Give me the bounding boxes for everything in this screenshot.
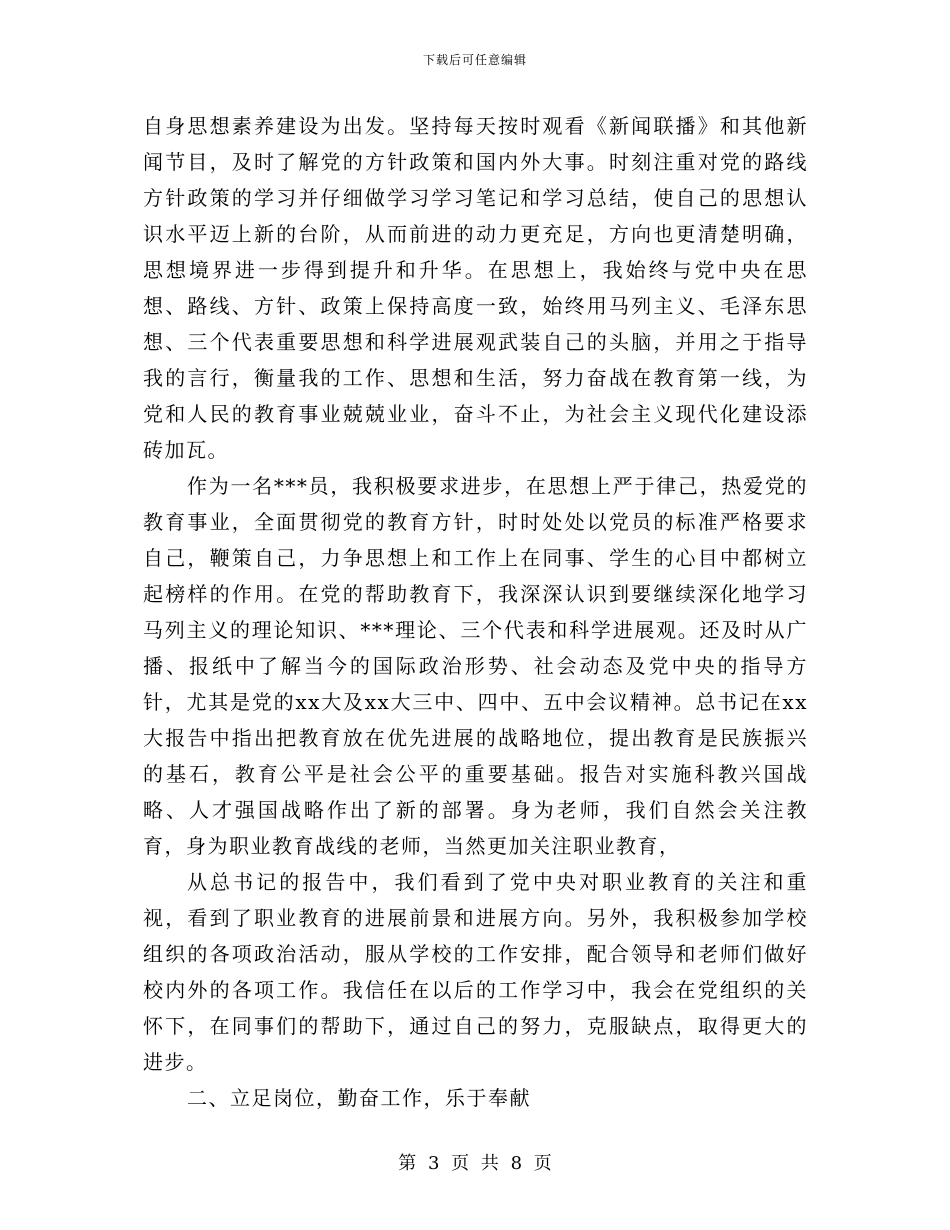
paragraph-2: 作为一名***员，我积极要求进步，在思想上严于律己，热爱党的教育事业，全面贯彻党的教育方针，时时处处以党员的标准严格要求自己，鞭策自己，力争思想上和工作上在同事、学生的心目中都树立起榜样的作用。在党的帮助教育下，我深深认识到要继续深化地学习马列主义的理论知识、***理论、三个代表和科学进展观。还及时从广播、报纸中了解当今的国际政治形势、社会动态及党中央的指导方针，尤其是党的xx大及xx大三中、四中、五中会议精神。总书记在xx大报告中指出把教育放在优先进展的战略地位，提出教育是民族振兴的基石，教育公平是社会公平的重要基础。报告对实施科教兴国战略、人才强国战略作出了新的部署。身为老师，我们自然会关注教育，身为职业教育战线的老师，当然更加关注职业教育， [143,474,808,858]
paragraph-3: 从总书记的报告中，我们看到了党中央对职业教育的关注和重视，看到了职业教育的进展前景和进展方向。另外，我积极参加学校组织的各项政治活动，服从学校的工作安排，配合领导和老师们做好校内外的各项工作。我信任在以后的工作学习中，我会在党组织的关怀下，在同事们的帮助下，通过自己的努力，克服缺点，取得更大的进步。 [143,870,808,1074]
page-header: 下载后可任意编辑 [422,53,527,67]
section-heading: 二、立足岗位，勤奋工作，乐于奉献 [187,1086,531,1110]
page-number: 第 3 页 共 8 页 [398,1153,552,1174]
paragraph-1: 自身思想素养建设为出发。坚持每天按时观看《新闻联播》和其他新闻节目，及时了解党的方针政策和国内外大事。时刻注重对党的路线方针政策的学习并仔细做学习学习笔记和学习总结，使自己的思想认识水平迈上新的台阶，从而前进的动力更充足，方向也更清楚明确，思想境界进一步得到提升和升华。在思想上，我始终与党中央在思想、路线、方针、政策上保持高度一致，始终用马列主义、毛泽东思想、三个代表重要思想和科学进展观武装自己的头脑，并用之于指导我的言行，衡量我的工作、思想和生活，努力奋战在教育第一线，为党和人民的教育事业兢兢业业，奋斗不止，为社会主义现代化建设添砖加瓦。 [143,114,808,462]
document-body [143,108,808,1116]
